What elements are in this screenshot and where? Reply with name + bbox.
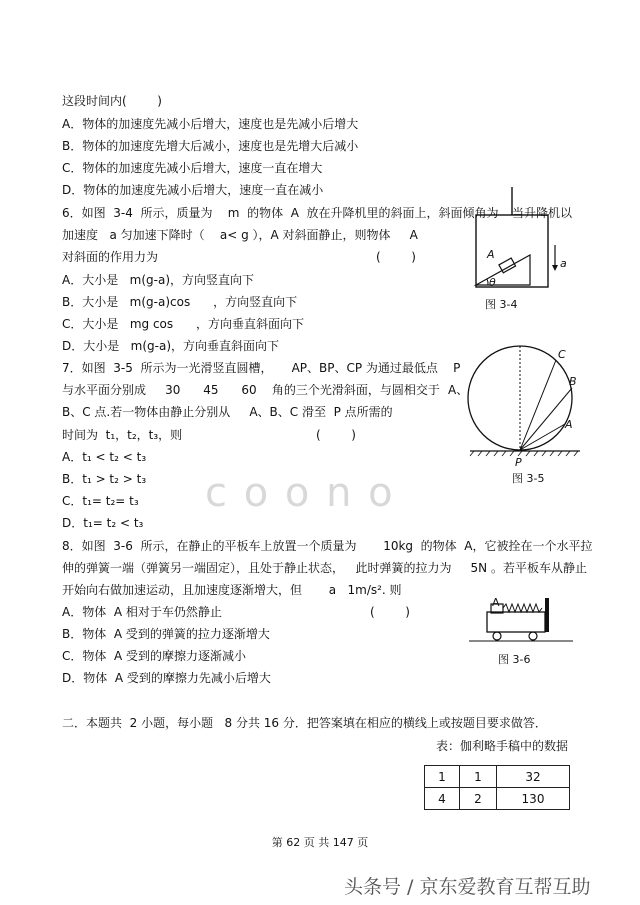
question-6-line-3: 对斜面的作用力为 bbox=[62, 250, 159, 264]
question-6-line-1: 6．如图 3-4 所示，质量为 m 的物体 A 放在升降机里的斜面上，斜面倾角为 bbox=[62, 206, 499, 220]
figure-caption: 图 3-4 bbox=[485, 298, 518, 311]
table-cell: 1 bbox=[425, 766, 460, 788]
page-number: 第 62 页 共 147 页 bbox=[271, 836, 369, 849]
question-8-line-3: 开始向右做加速运动，且加速度逐渐增大，但 a 1m/s². 则 bbox=[62, 583, 402, 597]
figure-3-6 bbox=[465, 592, 575, 652]
table-cell: 130 bbox=[497, 788, 570, 810]
label-p: P bbox=[515, 456, 522, 469]
option-a: A．t₁ < t₂ < t₃ bbox=[62, 450, 147, 464]
option-d: D．大小是 m(g-a)，方向垂直斜面向下 bbox=[62, 339, 280, 353]
option-d: D．物体的加速度先减小后增大，速度一直在减小 bbox=[62, 183, 324, 197]
question-7-bracket: ( ) bbox=[316, 428, 356, 442]
table-row bbox=[425, 766, 570, 788]
option-a: A．大小是 m(g-a)，方向竖直向下 bbox=[62, 273, 255, 287]
question-6-tail: 当升降机以 bbox=[512, 206, 573, 220]
label-a: A bbox=[492, 596, 500, 609]
section-heading: 二．本题共 2 小题，每小题 8 分共 16 分．把答案填在相应的横线上或按题目要求做答． bbox=[62, 716, 547, 730]
question-6-line-2: 加速度 a 匀加速下降时（ a< g ），A 对斜面静止，则物体 A bbox=[62, 228, 418, 242]
label-theta: θ bbox=[489, 276, 496, 289]
question-7-line-4: 时间为 t₁，t₂，t₃，则 bbox=[62, 428, 183, 442]
option-b: B．大小是 m(g-a)cos ，方向竖直向下 bbox=[62, 295, 298, 309]
figure-caption: 图 3-5 bbox=[512, 472, 545, 485]
question-7-line-1: 7．如图 3-5 所示为一光滑竖直圆槽， AP、BP、CP 为通过最低点 P bbox=[62, 361, 461, 375]
question-7-line-2-tail: A、 bbox=[448, 383, 469, 397]
label-acceleration: a bbox=[560, 257, 567, 270]
faint-background-watermark: c o o n o bbox=[205, 470, 395, 516]
option-d: D．t₁= t₂ < t₃ bbox=[62, 516, 144, 530]
watermark: 头条号 / 京东爱教育互帮互助 bbox=[344, 876, 591, 898]
table-cell: 32 bbox=[497, 766, 570, 788]
galileo-data-table bbox=[424, 765, 570, 810]
question-7-line-3: B、C 点.若一物体由静止分别从 A、B、C 滑至 P 点所需的 bbox=[62, 405, 393, 419]
option-c: C．大小是 mg cos ，方向垂直斜面向下 bbox=[62, 317, 305, 331]
table-cell: 2 bbox=[460, 788, 497, 810]
table-cell: 4 bbox=[425, 788, 460, 810]
label-b: B bbox=[569, 375, 577, 388]
question-8-line-1: 8．如图 3-6 所示，在静止的平板车上放置一个质量为 10kg 的物体 A，它被拴在一个水平拉 bbox=[62, 539, 593, 553]
question-7-line-2: 与水平面分别成 30 45 60 角的三个光滑斜面，与圆相交于 bbox=[62, 383, 440, 397]
option-c: C．t₁= t₂= t₃ bbox=[62, 494, 139, 508]
figure-caption: 图 3-6 bbox=[498, 653, 531, 666]
option-a: A．物体的加速度先减小后增大，速度也是先减小后增大 bbox=[62, 117, 359, 131]
question-8-bracket: ( ) bbox=[370, 605, 410, 619]
question-6-bracket: ( ) bbox=[376, 250, 416, 264]
option-b: B．t₁ > t₂ > t₃ bbox=[62, 472, 147, 486]
option-b: B．物体 A 受到的弹簧的拉力逐渐增大 bbox=[62, 627, 270, 641]
table-title: 表：伽利略手稿中的数据 bbox=[436, 739, 569, 753]
label-c: C bbox=[558, 348, 566, 361]
label-a: A bbox=[565, 418, 573, 431]
text-line: 这段时间内( ) bbox=[62, 94, 162, 108]
option-d: D．物体 A 受到的摩擦力先减小后增大 bbox=[62, 671, 271, 685]
label-a: A bbox=[487, 248, 495, 261]
option-c: C．物体 A 受到的摩擦力逐渐减小 bbox=[62, 649, 247, 663]
option-a: A．物体 A 相对于车仍然静止 bbox=[62, 605, 222, 619]
table-row bbox=[425, 788, 570, 810]
option-c: C．物体的加速度先减小后增大，速度一直在增大 bbox=[62, 161, 323, 175]
table-cell: 1 bbox=[460, 766, 497, 788]
question-8-line-2: 伸的弹簧一端（弹簧另一端固定），且处于静止状态， 此时弹簧的拉力为 5N 。若平板车从静止 bbox=[62, 561, 587, 575]
option-b: B．物体的加速度先增大后减小，速度也是先增大后减小 bbox=[62, 139, 359, 153]
figure-3-5 bbox=[460, 344, 590, 464]
